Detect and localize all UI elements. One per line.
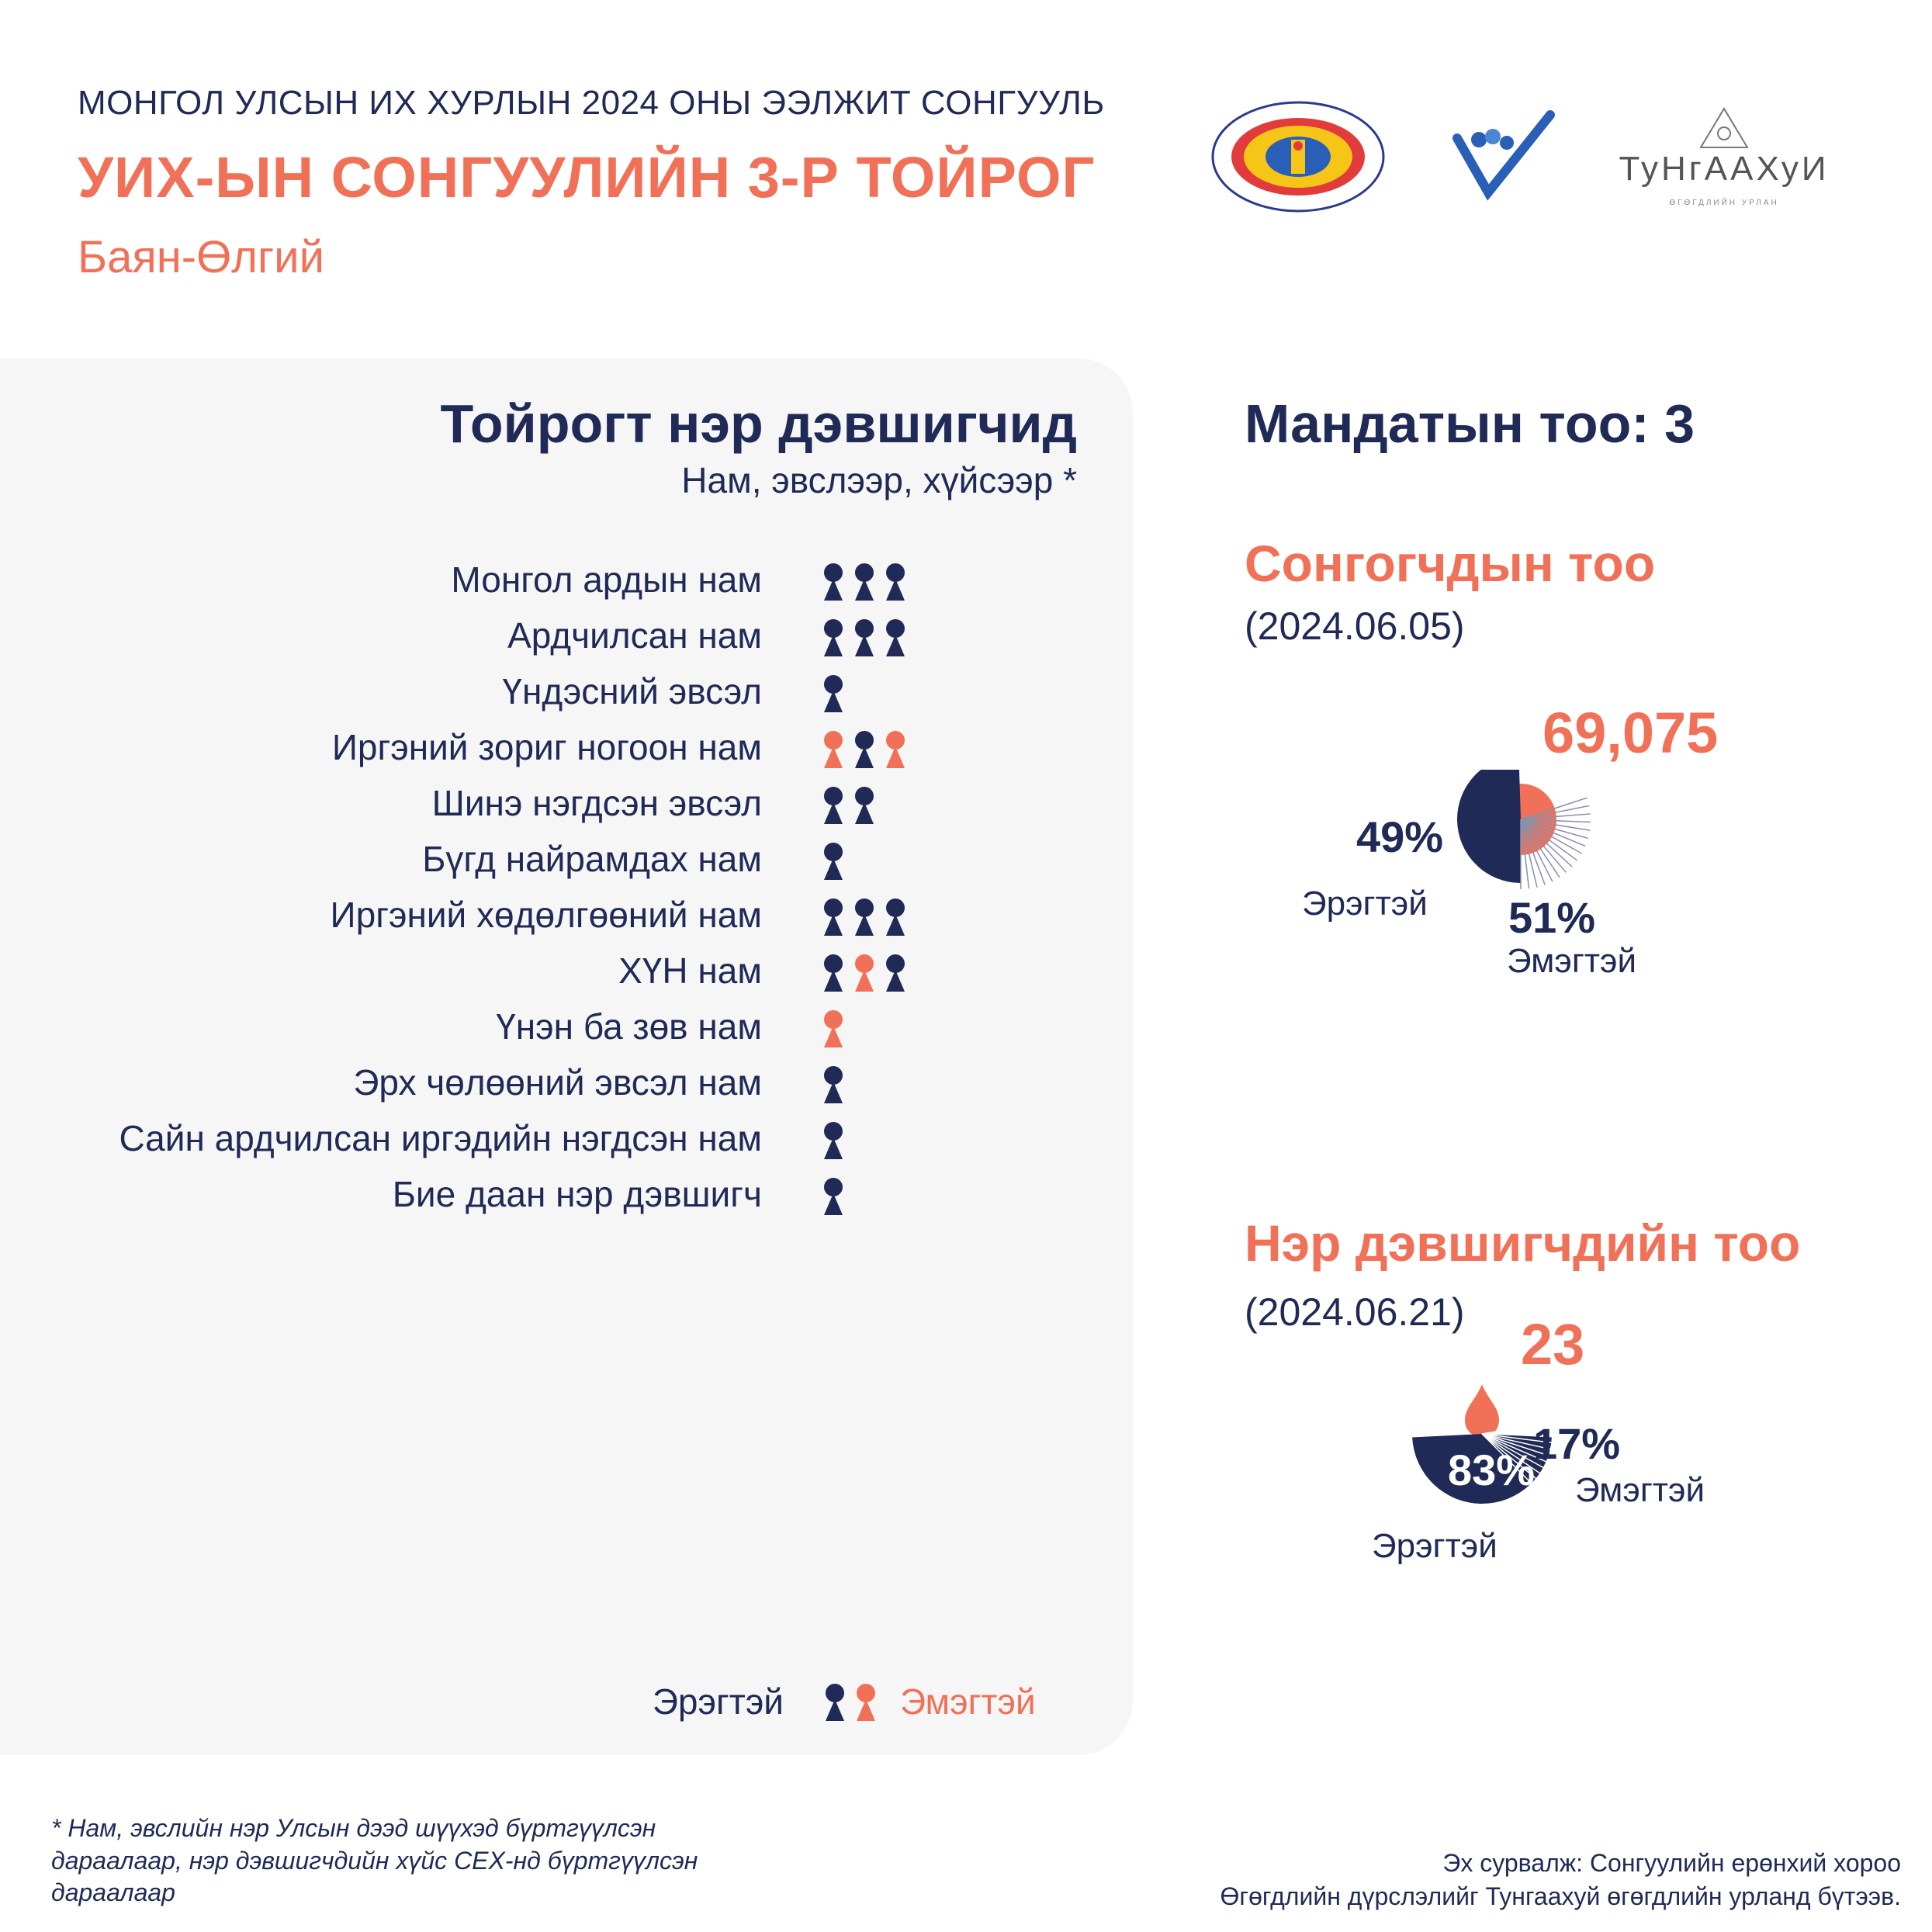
party-candidate-icons [821, 613, 922, 660]
party-label: Иргэний хөдөлгөөний нам [330, 895, 762, 935]
candidates-count-title: Нэр дэвшигчдийн тоо [1245, 1214, 1801, 1272]
supertitle: МОНГОЛ УЛСЫН ИХ ХУРЛЫН 2024 ОНЫ ЭЭЛЖИТ СОНГУУЛЬ [78, 84, 1105, 122]
page-subtitle: Баян-Өлгий [78, 232, 324, 282]
male-candidate-icon [886, 954, 905, 992]
female-candidate-icon [824, 1010, 843, 1047]
party-label: Эрх чөлөөний эвсэл нам [353, 1062, 762, 1103]
seats-count: Мандатын тоо: 3 [1245, 393, 1695, 454]
voters-male-percent: 49% [1356, 812, 1444, 861]
voters-male-slice [1457, 770, 1521, 883]
source-line: Эх сурвалж: Сонгуулийн ерөнхий хороо [1442, 1849, 1901, 1877]
tungaahui-logo [1608, 99, 1840, 220]
male-candidate-icon [824, 787, 843, 824]
party-label: Бүгд найрамдах нам [422, 839, 762, 879]
party-candidate-icons [821, 1004, 922, 1051]
party-label: Ардчилсан нам [507, 615, 762, 656]
candidates-female-drop [1465, 1384, 1499, 1437]
legend-male-icon [826, 1684, 844, 1721]
male-candidate-icon [824, 675, 843, 712]
candidates-total: 23 [1521, 1312, 1585, 1376]
male-candidate-icon [824, 1178, 843, 1215]
voters-male-label: Эрэгтэй [1302, 885, 1428, 923]
male-candidate-icon [824, 898, 843, 936]
male-candidate-icon [824, 1122, 843, 1159]
legend-icons [821, 1678, 883, 1728]
party-candidate-icons [821, 1116, 922, 1162]
male-candidate-icon [855, 898, 874, 936]
party-candidate-icons [821, 1060, 922, 1106]
male-candidate-icon [886, 619, 905, 656]
page-title: УИХ-ЫН СОНГУУЛИЙН 3-Р ТОЙРОГ [78, 145, 1096, 209]
party-candidate-icons [821, 781, 922, 827]
legend-female-icon [857, 1684, 875, 1721]
male-candidate-icon [855, 731, 874, 768]
party-label: Бие даан нэр дэвшигч [392, 1174, 762, 1214]
male-candidate-icon [824, 843, 843, 880]
candidates-female-label: Эмэгтэй [1575, 1471, 1705, 1509]
credit-line: Өгөгдлийн дүрслэлийг Тунгаахуй өгөгдлийн урланд бүтээв. [1220, 1882, 1901, 1911]
male-candidate-icon [855, 563, 874, 601]
female-candidate-icon [855, 954, 874, 992]
party-label: Сайн ардчилсан иргэдийн нэгдсэн нам [119, 1118, 762, 1158]
voters-title: Сонгогчдын тоо [1245, 535, 1656, 592]
female-candidate-icon [886, 731, 905, 768]
vote-logo [1442, 99, 1558, 212]
male-candidate-icon [886, 563, 905, 601]
male-candidate-icon [886, 898, 905, 936]
candidates-title: Тойрогт нэр дэвшигчид [440, 393, 1077, 454]
voters-date: (2024.06.05) [1245, 604, 1465, 648]
party-candidate-icons [821, 836, 922, 883]
gec-logo [1210, 99, 1386, 218]
male-candidate-icon [855, 787, 874, 824]
legend-female-label: Эмэгтэй [900, 1681, 1036, 1722]
male-candidate-icon [824, 619, 843, 656]
party-candidate-icons [821, 1172, 922, 1218]
voters-female-label: Эмэгтэй [1507, 942, 1637, 980]
party-candidate-icons [821, 892, 922, 939]
male-candidate-icon [824, 563, 843, 601]
party-candidate-icons [821, 557, 922, 604]
female-candidate-icon [824, 731, 843, 768]
party-label: Монгол ардын нам [451, 559, 762, 600]
voters-female-percent: 51% [1508, 893, 1596, 942]
source-note [1220, 1847, 1901, 1913]
party-label: ХҮН нам [618, 950, 762, 991]
party-label: Үнэн ба зөв нам [496, 1006, 762, 1047]
party-candidate-icons [821, 669, 922, 715]
male-candidate-icon [855, 619, 874, 656]
male-candidate-icon [824, 1066, 843, 1103]
svg-text:ӨГӨГДЛИЙН УРЛАН: ӨГӨГДЛИЙН УРЛАН [1669, 199, 1779, 207]
candidates-count-date: (2024.06.21) [1245, 1290, 1465, 1334]
legend-male-label: Эрэгтэй [652, 1681, 784, 1722]
voters-total: 69,075 [1542, 701, 1719, 765]
party-candidate-icons [821, 948, 922, 995]
candidates-female-percent: 17% [1533, 1419, 1621, 1468]
party-candidate-icons [821, 725, 922, 771]
candidates-subtitle: Нам, эвслээр, хүйсээр * [681, 460, 1077, 500]
party-label: Шинэ нэгдсэн эвсэл [431, 783, 762, 823]
party-label: Иргэний зориг ногоон нам [331, 727, 762, 767]
footnote: * Нам, эвслийн нэр Улсын дээд шүүхэд бүртгүүлсэн дараалаар, нэр дэвшигчдийн хүйс СЕХ-нд бүртгүүлсэн дараалаар [51, 1814, 698, 1907]
party-label: Үндэсний эвсэл [502, 671, 762, 712]
candidates-male-label: Эрэгтэй [1372, 1527, 1497, 1565]
candidates-male-percent: 83% [1448, 1446, 1536, 1494]
male-candidate-icon [824, 954, 843, 992]
svg-text:ТуНгААХуИ: ТуНгААХуИ [1619, 150, 1830, 188]
